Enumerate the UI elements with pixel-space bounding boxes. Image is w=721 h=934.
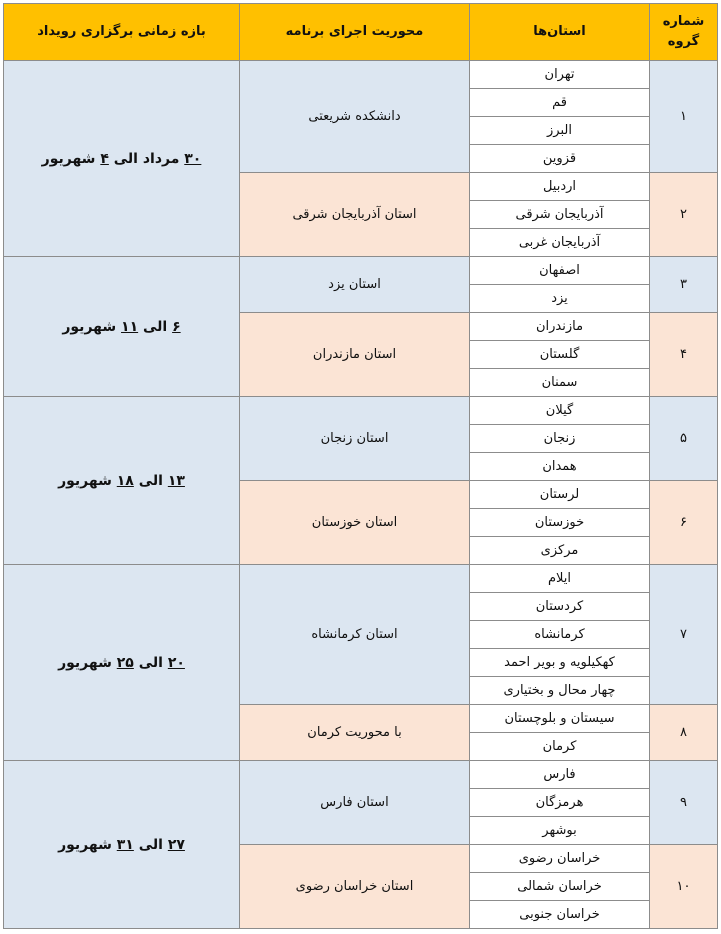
period-text-part: شهریور	[41, 150, 101, 167]
province-cell: زنجان	[470, 425, 650, 453]
group-number-cell: ۲	[650, 173, 718, 257]
province-cell: فارس	[470, 761, 650, 789]
province-cell: گلستان	[470, 341, 650, 369]
province-cell: خراسان شمالی	[470, 873, 650, 901]
host-cell: استان آذربایجان شرقی	[240, 173, 470, 257]
province-cell: آذربایجان غربی	[470, 229, 650, 257]
host-cell: استان کرمانشاه	[240, 565, 470, 705]
province-cell: ایلام	[470, 565, 650, 593]
host-cell: با محوریت کرمان	[240, 705, 470, 761]
period-cell	[4, 257, 240, 397]
table-row	[4, 761, 718, 789]
province-cell: بوشهر	[470, 817, 650, 845]
host-cell: استان زنجان	[240, 397, 470, 481]
table-row	[4, 257, 718, 285]
period-text-part: الی	[138, 318, 173, 335]
period-text-part: ۳۱	[116, 836, 134, 853]
group-number-cell: ۷	[650, 565, 718, 705]
group-number-cell: ۸	[650, 705, 718, 761]
period-text-part: ۲۵	[116, 654, 134, 671]
province-cell: سیستان و بلوچستان	[470, 705, 650, 733]
province-cell: خراسان جنوبی	[470, 901, 650, 929]
period-text-part: ۱۳	[167, 472, 185, 489]
host-cell: استان خراسان رضوی	[240, 845, 470, 929]
period-text-part: الی	[133, 472, 168, 489]
period-cell	[4, 761, 240, 929]
group-number-cell: ۶	[650, 481, 718, 565]
period-text-part: ۴	[100, 150, 109, 167]
period-text-part: ۲۷	[167, 836, 185, 853]
header-group-number: شماره گروه	[650, 4, 718, 61]
period-text-part: ۶	[172, 318, 181, 335]
period-text-part: ۲۰	[167, 654, 185, 671]
province-cell: البرز	[470, 117, 650, 145]
host-cell: استان یزد	[240, 257, 470, 313]
period-text-part: شهریور	[58, 836, 117, 853]
period-text-part: مرداد الی	[108, 150, 185, 167]
header-provinces: استان‌ها	[470, 4, 650, 61]
group-number-cell: ۹	[650, 761, 718, 845]
group-number-cell: ۳	[650, 257, 718, 313]
period-text-part: شهریور	[62, 318, 122, 335]
province-cell: کردستان	[470, 593, 650, 621]
group-number-cell: ۱	[650, 61, 718, 173]
period-text-part: ۱۸	[116, 472, 134, 489]
header-host: محوریت اجرای برنامه	[240, 4, 470, 61]
province-cell: خوزستان	[470, 509, 650, 537]
table-row	[4, 397, 718, 425]
province-cell: هرمزگان	[470, 789, 650, 817]
province-cell: کهکیلویه و بویر احمد	[470, 649, 650, 677]
province-cell: اصفهان	[470, 257, 650, 285]
province-cell: مازندران	[470, 313, 650, 341]
province-cell: مرکزی	[470, 537, 650, 565]
group-number-cell: ۵	[650, 397, 718, 481]
province-cell: اردبیل	[470, 173, 650, 201]
period-text-part: ۱۱	[121, 318, 139, 335]
province-cell: لرستان	[470, 481, 650, 509]
province-cell: قم	[470, 89, 650, 117]
province-cell: کرمانشاه	[470, 621, 650, 649]
province-cell: خراسان رضوی	[470, 845, 650, 873]
period-cell	[4, 397, 240, 565]
period-cell	[4, 565, 240, 761]
table-row	[4, 565, 718, 593]
period-text-part: شهریور	[58, 472, 117, 489]
table-body	[4, 61, 718, 929]
province-cell: گیلان	[470, 397, 650, 425]
province-cell: چهار محال و بختیاری	[470, 677, 650, 705]
group-number-cell: ۴	[650, 313, 718, 397]
schedule-table	[3, 3, 718, 929]
period-text-part: الی	[133, 654, 168, 671]
host-cell: دانشکده شریعتی	[240, 61, 470, 173]
host-cell: استان فارس	[240, 761, 470, 845]
province-cell: کرمان	[470, 733, 650, 761]
table-row	[4, 61, 718, 89]
period-text-part: ۳۰	[184, 150, 202, 167]
province-cell: قزوین	[470, 145, 650, 173]
province-cell: تهران	[470, 61, 650, 89]
host-cell: استان خوزستان	[240, 481, 470, 565]
period-cell	[4, 61, 240, 257]
header-row	[4, 4, 718, 61]
province-cell: سمنان	[470, 369, 650, 397]
header-period: بازه زمانی برگزاری رویداد	[4, 4, 240, 61]
province-cell: یزد	[470, 285, 650, 313]
province-cell: همدان	[470, 453, 650, 481]
host-cell: استان مازندران	[240, 313, 470, 397]
period-text-part: شهریور	[58, 654, 117, 671]
province-cell: آذربایجان شرقی	[470, 201, 650, 229]
period-text-part: الی	[133, 836, 168, 853]
group-number-cell: ۱۰	[650, 845, 718, 929]
